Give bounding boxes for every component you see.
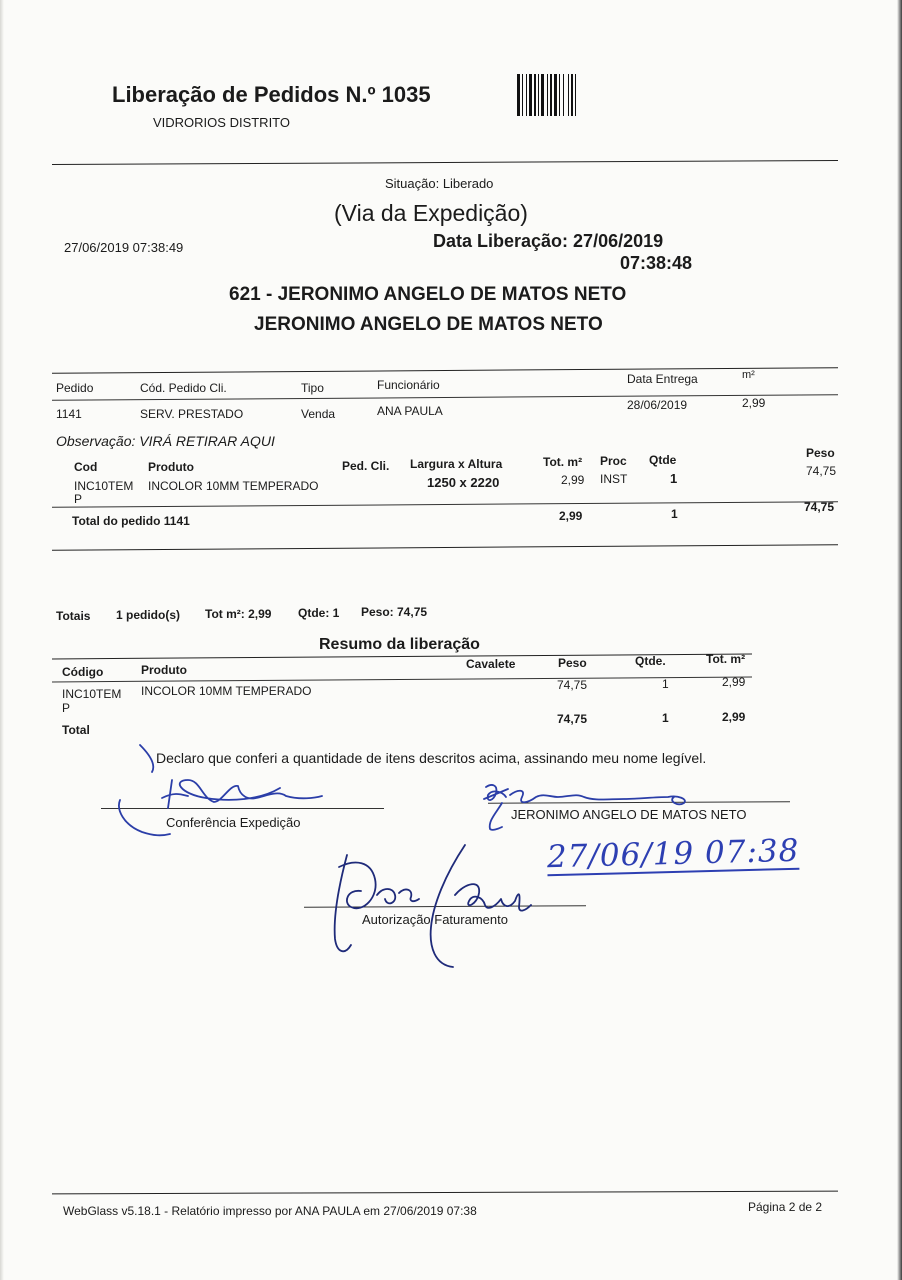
conferencia-label: Conferência Expedição: [166, 815, 301, 830]
resumo-total-label: Total: [62, 723, 90, 737]
totals-label: Totais: [56, 609, 91, 623]
resumo-row-codigo: INC10TEM: [62, 687, 122, 701]
col-m2: m²: [742, 369, 755, 381]
order-total-tot-m2: 2,99: [559, 509, 583, 523]
client-line-1: 621 - JERONIMO ANGELO DE MATOS NETO: [229, 284, 627, 305]
resumo-row-qtde: 1: [662, 677, 669, 691]
data-liberacao: Data Liberação: 27/06/2019: [433, 231, 664, 251]
declaration-text: Declaro que conferi a quantidade de itens descritos acima, assinando meu nome legível.: [156, 750, 707, 766]
situacao-text: Situação: Liberado: [385, 176, 494, 191]
company-name: VIDRORIOS DISTRITO: [153, 115, 290, 130]
print-timestamp: 27/06/2019 07:38:49: [64, 240, 184, 255]
order-pedido: 1141: [56, 407, 82, 421]
autorizacao-signature-scrawl: [305, 835, 565, 975]
observacao: Observação: VIRÁ RETIRAR AQUI: [56, 433, 275, 449]
col-funcionario: Funcionário: [377, 378, 440, 392]
items-col-ped-cli: Ped. Cli.: [342, 459, 390, 473]
header-divider: [52, 160, 838, 165]
footer-page: Página 2 de 2: [748, 1200, 823, 1214]
order-total-label: Total do pedido 1141: [72, 514, 190, 528]
totals-tot-m2: Tot m²: 2,99: [205, 607, 272, 621]
autorizacao-label: Autorização Faturamento: [362, 912, 508, 927]
document-title: Liberação de Pedidos N.º 1035: [112, 82, 431, 107]
resumo-col-tot-m2: Tot. m²: [706, 652, 746, 666]
item-produto: INCOLOR 10MM TEMPERADO: [148, 479, 319, 493]
item-cod: INC10TEM: [74, 479, 134, 493]
cliente-signature-label: JERONIMO ANGELO DE MATOS NETO: [511, 807, 747, 822]
items-col-cod: Cod: [74, 460, 98, 474]
totals-peso: Peso: 74,75: [361, 605, 428, 619]
resumo-total-tot-m2: 2,99: [722, 710, 746, 724]
barcode: [517, 74, 621, 116]
handwritten-datetime: 27/06/19 07:38: [546, 832, 800, 876]
col-cod-pedido-cli: Cód. Pedido Cli.: [140, 381, 227, 395]
scan-edge-left: [0, 0, 4, 1280]
col-tipo: Tipo: [301, 381, 324, 395]
resumo-col-codigo: Código: [62, 665, 104, 679]
footer-divider: [52, 1191, 838, 1195]
item-peso: 74,75: [806, 464, 837, 478]
resumo-row-codigo-cont: P: [62, 701, 71, 715]
conferencia-signature-scrawl: [110, 740, 340, 850]
items-col-peso: Peso: [806, 446, 835, 460]
item-qtde: 1: [670, 471, 678, 486]
resumo-col-qtde: Qtde.: [635, 654, 666, 668]
item-dimensoes: 1250 x 2220: [427, 475, 500, 490]
order-m2: 2,99: [742, 396, 766, 410]
data-liberacao-time: 07:38:48: [620, 253, 693, 273]
col-data-entrega: Data Entrega: [627, 372, 698, 386]
order-data-entrega: 28/06/2019: [627, 398, 688, 412]
items-col-largura-altura: Largura x Altura: [410, 457, 503, 471]
resumo-row-peso: 74,75: [557, 678, 588, 692]
resumo-total-peso: 74,75: [557, 712, 588, 726]
order-total-qtde: 1: [671, 507, 678, 521]
resumo-title: Resumo da liberação: [319, 636, 480, 653]
items-col-tot-m2: Tot. m²: [543, 455, 583, 469]
items-total-line: [52, 501, 838, 507]
scan-edge-right: [897, 0, 902, 1280]
resumo-col-cavalete: Cavalete: [466, 657, 516, 671]
order-header-line: [52, 394, 838, 400]
totals-pedidos: 1 pedido(s): [116, 608, 181, 622]
footer-printed-by: WebGlass v5.18.1 - Relatório impresso por ANA PAULA em 27/06/2019 07:38: [63, 1204, 477, 1218]
order-cod-pedido-cli: SERV. PRESTADO: [140, 407, 244, 421]
items-col-proc: Proc: [600, 454, 627, 468]
client-line-2: JERONIMO ANGELO DE MATOS NETO: [254, 314, 603, 335]
order-section-bottom-line: [52, 544, 838, 550]
cliente-signature-scrawl: [478, 775, 708, 835]
item-cod-cont: P: [74, 492, 83, 506]
resumo-total-qtde: 1: [662, 711, 669, 725]
resumo-row-produto: INCOLOR 10MM TEMPERADO: [141, 684, 312, 698]
items-col-produto: Produto: [148, 460, 194, 474]
via-label: (Via da Expedição): [334, 200, 528, 226]
order-funcionario: ANA PAULA: [377, 404, 443, 418]
resumo-row-tot-m2: 2,99: [722, 675, 746, 689]
items-col-qtde: Qtde: [649, 453, 677, 467]
order-total-peso: 74,75: [804, 500, 835, 514]
resumo-header-line: [52, 677, 752, 683]
item-proc: INST: [600, 472, 628, 486]
order-table-top-line: [52, 367, 838, 373]
col-pedido: Pedido: [56, 381, 94, 395]
totals-qtde: Qtde: 1: [298, 606, 340, 620]
resumo-col-produto: Produto: [141, 663, 187, 677]
order-tipo: Venda: [301, 407, 336, 421]
item-tot-m2: 2,99: [561, 473, 585, 487]
resumo-col-peso: Peso: [558, 656, 587, 670]
